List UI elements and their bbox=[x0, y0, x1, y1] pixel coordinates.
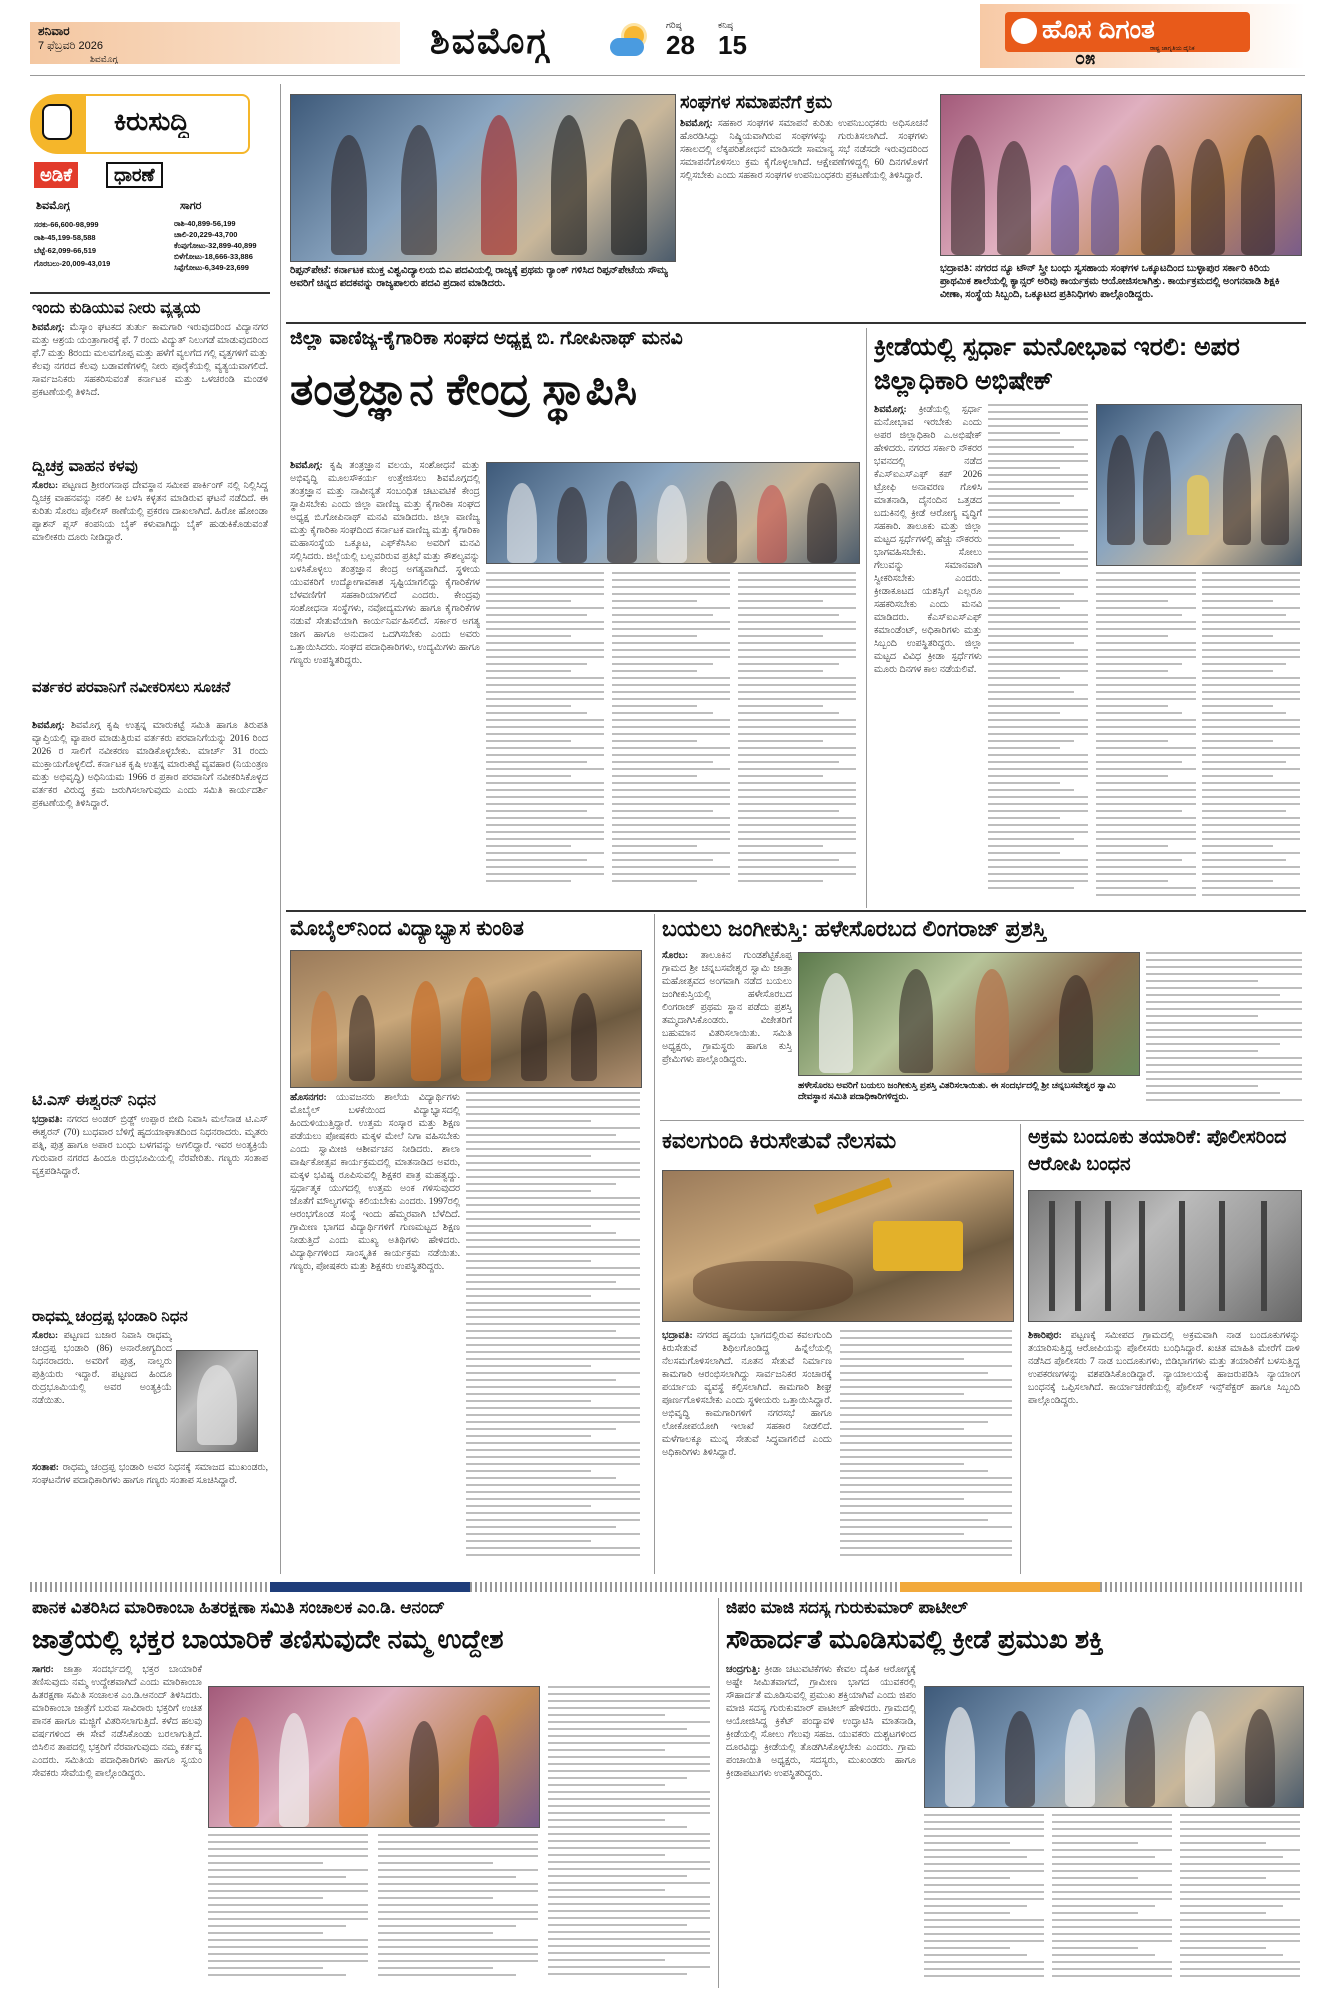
bridge-continuation bbox=[840, 1330, 1014, 1570]
brief-text: ಪಟ್ಟಣದ ಶ್ರೀರಂಗನಾಥ ದೇವಸ್ಥಾನ ಸಮೀಪ ಪಾರ್ಕಿಂಗ್ ನಲ್ಲಿ ನಿಲ್ಲಿಸಿದ್ದ ದ್ವಿಚಕ್ರ ವಾಹನವನ್ನು ನಕಲಿ ಕೀ ಬಳಸಿ ಕಳ್ಳತನ ಮಾಡಿರುವ ಘಟನೆ ನಡೆದಿದೆ. ಈ ಕುರಿತು ಸೊರಬ ಪೊಲೀಸ್ ಠಾಣೆಯಲ್ಲಿ ಪ್ರಕರಣ ದಾಖಲಾಗಿದೆ. ಹಿರೋ ಹೋಂಡಾ ಪ್ಯಾಶನ್ ಪ್ಲಸ್ ಕಂಪನಿಯ ಬೈಕ್ ಕಳುವಾಗಿದ್ದು ಬೈಕ್ ಹುಡುಕಿಕೊಡುವಂತೆ ಮಾಲೀಕರು ದೂರು ನೀಡಿದ್ದಾರೆ. bbox=[32, 481, 268, 543]
wrestling-text: ತಾಲೂಕಿನ ಗುಂಡಶೆಟ್ಟಿಕೊಪ್ಪ ಗ್ರಾಮದ ಶ್ರೀ ಚನ್ನಬಸವೇಶ್ವರ ಸ್ವಾಮಿ ಜಾತ್ರಾ ಮಹೋತ್ಸವದ ಅಂಗವಾಗಿ ನಡೆದ ಬಯಲು ಜಂಗೀಕುಸ್ತಿಯಲ್ಲಿ ಹಳೇಸೊರಬದ ಲಿಂಗರಾಜ್ ಪ್ರಥಮ ಸ್ಥಾನ ಪಡೆದು ಪ್ರಶಸ್ತಿ ತಮ್ಮದಾಗಿಸಿಕೊಂಡರು. ವಿಜೇತರಿಗೆ ಬಹುಮಾನ ವಿತರಿಸಲಾಯಿತು. ಸಮಿತಿ ಅಧ್ಯಕ್ಷರು, ಗ್ರಾಮಸ್ಥರು ಹಾಗೂ ಕುಸ್ತಿ ಪ್ರೇಮಿಗಳು ಪಾಲ್ಗೊಂಡಿದ್ದರು. bbox=[662, 951, 792, 1065]
kirusuddi-banner bbox=[30, 94, 250, 154]
brief-body bbox=[32, 480, 268, 673]
column-rule-mid bbox=[866, 328, 867, 908]
lead-continuation bbox=[486, 572, 858, 902]
page-number: ೦೫ bbox=[1075, 48, 1096, 68]
story-head: ಸಂಘಗಳ ಸಮಾಪನೆಗೆ ಕ್ರಮ bbox=[680, 92, 833, 112]
dateline: ಶಿಕಾರಿಪುರ: bbox=[1028, 1331, 1062, 1341]
dateline: ಹೊಸನಗರ: bbox=[290, 1093, 327, 1103]
column-rule-right bbox=[1020, 1124, 1021, 1574]
excavator-icon bbox=[873, 1221, 963, 1271]
max-temp-label: ಗರಿಷ್ಠ bbox=[666, 20, 682, 30]
bottom-left-body bbox=[32, 1664, 202, 1984]
lead-kicker: ಜಿಲ್ಲಾ ವಾಣಿಜ್ಯ-ಕೈಗಾರಿಕಾ ಸಂಘದ ಅಧ್ಯಕ್ಷ ಬಿ. ಗೋಪಿನಾಥ್ ಮನವಿ bbox=[290, 328, 683, 349]
dateline: ಸಂತಾಪ: bbox=[32, 1463, 59, 1473]
paper-tagline: ರಾಷ್ಟ್ರ ಜಾಗೃತಿಯ ದೈನಿಕ bbox=[1150, 46, 1195, 52]
paper-name: ಹೊಸ ದಿಗಂತ bbox=[1042, 14, 1155, 44]
brief-body bbox=[32, 322, 268, 452]
gun-icon bbox=[1261, 1201, 1267, 1311]
bottom-right-headline: ಸೌಹಾರ್ದತೆ ಮೂಡಿಸುವಲ್ಲಿ ಕ್ರೀಡೆ ಪ್ರಮುಖ ಶಕ್ತಿ bbox=[726, 1624, 1104, 1654]
bottom-right-kicker: ಜಿಪಂ ಮಾಜಿ ಸದಸ್ಯ ಗುರುಕುಮಾರ್ ಪಾಟೀಲ್ bbox=[726, 1598, 968, 1617]
mid-row-rule bbox=[286, 910, 1306, 912]
rate-row: ಸರಕು-66,600-98,999 bbox=[34, 220, 99, 229]
brief-text: ರಾಧಮ್ಮ ಚಂದ್ರಪ್ಪ ಭಂಡಾರಿ ಅವರ ನಿಧನಕ್ಕೆ ಸಮಾಜದ ಮುಖಂಡರು, ಸಂಘಟನೆಗಳ ಪದಾಧಿಕಾರಿಗಳು ಹಾಗೂ ಗಣ್ಯರು ಸಂತಾಪ ಸೂಚಿಸಿದ್ದಾರೆ. bbox=[32, 1463, 268, 1486]
bottom-left-continuation bbox=[208, 1834, 712, 1984]
gun-icon bbox=[1105, 1201, 1111, 1311]
wrestling-body bbox=[662, 950, 792, 1110]
lead-body bbox=[290, 460, 480, 900]
weather-icon bbox=[610, 26, 650, 62]
photo-caption: ರಿಪ್ಪನ್‌ಪೇಟೆ: ಕರ್ನಾಟಕ ಮುಕ್ತ ವಿಶ್ವವಿದ್ಯಾಲಯ ಬಿಎ ಪದವಿಯಲ್ಲಿ ರಾಜ್ಯಕ್ಕೆ ಪ್ರಥಮ ರ್‍ಯಾಂಕ್ ಗಳಿಸಿದ ರಿಪ್ಪನ್‌ಪೇಟೆಯ ಸೌಮ್ಯ ಅವರಿಗೆ ಚಿನ್ನದ ಪದಕವನ್ನು ರಾಜ್ಯಪಾಲರು ಪದವಿ ಪ್ರದಾನ ಮಾಡಿದರು. bbox=[290, 265, 668, 289]
rate-row: ಚಾಲಿ-20,229-43,700 bbox=[174, 230, 238, 239]
sports-continuation bbox=[1096, 572, 1300, 904]
gun-icon bbox=[1075, 1201, 1081, 1311]
story-body bbox=[680, 118, 928, 318]
dateline: ಸೊರಬ: bbox=[32, 1331, 59, 1341]
arecanut-col1: ಶಿವಮೊಗ್ಗ bbox=[36, 200, 71, 212]
dateline: ಭದ್ರಾವತಿ: bbox=[32, 1115, 63, 1125]
arecanut-list2 bbox=[174, 218, 274, 273]
masthead bbox=[30, 14, 1305, 70]
mobile-text: ಯುವಜನರು ಶಾಲೆಯ ವಿದ್ಯಾರ್ಥಿಗಳು ಮೊಬೈಲ್ ಬಳಕೆಯಿಂದ ವಿದ್ಯಾಭ್ಯಾಸದಲ್ಲಿ ಹಿಂದುಳಿಯುತ್ತಿದ್ದಾರೆ. ಉತ್ತಮ ಸಂಸ್ಕಾರ ಮತ್ತು ಶಿಕ್ಷಣ ಪಡೆಯಲು ಪೋಷಕರು ಮಕ್ಕಳ ಮೇಲೆ ನಿಗಾ ವಹಿಸಬೇಕು ಎಂದು ಸ್ವಾಮೀಜಿ ಆಶೀರ್ವಚನ ನೀಡಿದರು. ಶಾಲಾ ವಾರ್ಷಿಕೋತ್ಸವ ಕಾರ್ಯಕ್ರಮದಲ್ಲಿ ಮಾತನಾಡಿದ ಅವರು, ಮಕ್ಕಳ ಭವಿಷ್ಯ ರೂಪಿಸುವಲ್ಲಿ ಶಿಕ್ಷಕರ ಪಾತ್ರ ಮಹತ್ವದ್ದು. ಸ್ಪರ್ಧಾತ್ಮಕ ಯುಗದಲ್ಲಿ ಉತ್ತಮ ಅಂಕ ಗಳಿಸುವುದರ ಜೊತೆಗೆ ಮೌಲ್ಯಗಳನ್ನು ಕಲಿಯಬೇಕು ಎಂದರು. 1997ರಲ್ಲಿ ಆರಂಭಗೊಂಡ ಸಂಸ್ಥೆ ಇಂದು ಹೆಮ್ಮರವಾಗಿ ಬೆಳೆದಿದೆ. ಗ್ರಾಮೀಣ ಭಾಗದ ವಿದ್ಯಾರ್ಥಿಗಳಿಗೆ ಗುಣಮಟ್ಟದ ಶಿಕ್ಷಣ ನೀಡುತ್ತಿದೆ ಎಂದು ಮುಖ್ಯ ಅತಿಥಿಗಳು ಹೇಳಿದರು. ವಿದ್ಯಾರ್ಥಿಗಳಿಂದ ಸಾಂಸ್ಕೃತಿಕ ಕಾರ್ಯಕ್ರಮ ನಡೆಯಿತು. ಗಣ್ಯರು, ಪೋಷಕರು ಮತ್ತು ಶಿಕ್ಷಕರು ಉಪಸ್ಥಿತರಿದ್ದರು. bbox=[290, 1093, 460, 1272]
wrestling-photo bbox=[798, 952, 1140, 1076]
rate-row: ಸಿಪ್ಪೆಗೋಟು-6,349-23,699 bbox=[174, 263, 249, 272]
mobile-continuation bbox=[466, 1092, 646, 1572]
arecanut-col2: ಸಾಗರ bbox=[180, 200, 202, 212]
dateline: ಶಿವಮೊಗ್ಗ: bbox=[32, 323, 65, 333]
brief-text: ಮೆಸ್ಕಾಂ ಘಟಕದ ತುರ್ತು ಕಾಮಗಾರಿ ಇರುವುದರಿಂದ ವಿದ್ಯಾನಗರ ಮತ್ತು ಆಶ್ರಯ ಯಂತ್ರಾಗಾರಕ್ಕೆ ಫೆ. 7 ರಂದು ವಿದ್ಯುತ್ ನಿಲುಗಡೆ ಮಾಡುವುದರಿಂದ ಫೆ.7 ಮತ್ತು 8ರಂದು ಮಲವಗೊಪ್ಪ ಮತ್ತು ಹಳೆಗೆ ವ್ಯಲಗೆದ ಗಲ್ಲಿ ವೃತ್ತಗಳಿಗೆ ಮತ್ತು ಕೆಲವು ನಗರದ ಕೆಲವು ಬಡಾವಣೆಗಳಲ್ಲಿ ನೀರು ಪೂರೈಕೆಯಲ್ಲಿ ವ್ಯತ್ಯಯವಾಗಲಿದೆ. ಸಾರ್ವಜನಿಕರು ಸಹಕರಿಸುವಂತೆ ಕರ್ನಾಟಕ ಮತ್ತು ಒಳಚರಂಡಿ ಮಂಡಳಿ ಪ್ರಕಟಣೆಯಲ್ಲಿ ತಿಳಿಸಿದೆ. bbox=[32, 323, 268, 398]
bridge-body bbox=[662, 1330, 832, 1570]
rate-row: ರಾಶಿ-45,199-58,588 bbox=[34, 233, 96, 242]
min-temp: 15 bbox=[718, 30, 747, 60]
sports-body bbox=[874, 404, 982, 904]
masthead-place: ಶಿವಮೊಗ್ಗ bbox=[90, 54, 118, 64]
rate-row: ರಾಶಿ-40,899-56,199 bbox=[174, 219, 236, 228]
brief-body bbox=[32, 720, 268, 1090]
left-rule-1 bbox=[30, 292, 270, 294]
awareness-photo bbox=[940, 94, 1302, 256]
bottom-right-body bbox=[726, 1664, 916, 1984]
section-divider-accent bbox=[270, 1582, 470, 1592]
brief-body bbox=[32, 1462, 268, 1562]
column-rule-bottom bbox=[718, 1598, 719, 1988]
lotus-icon bbox=[1011, 18, 1037, 44]
police-body bbox=[1028, 1330, 1300, 1570]
photo-caption: ಹಳೇಸೊರಬ ಅವರಿಗೆ ಬಯಲು ಜಂಗೀಕುಸ್ತಿ ಪ್ರಶಸ್ತಿ ವಿತರಿಸಲಾಯಿತು. ಈ ಸಂದರ್ಭದಲ್ಲಿ ಶ್ರೀ ಚನ್ನಬಸವೇಶ್ವರ ಸ್ವಾಮಿ ದೇವಸ್ಥಾನ ಸಮಿತಿ ಪದಾಧಿಕಾರಿಗಳಿದ್ದರು. bbox=[798, 1080, 1116, 1101]
masthead-rule bbox=[30, 75, 1305, 76]
bridge-headline: ಕವಲಗುಂದಿ ಕಿರುಸೇತುವೆ ನೆಲಸಮ bbox=[662, 1128, 897, 1153]
arecanut-title-b: ಧಾರಣೆ bbox=[106, 162, 163, 188]
max-temp: 28 bbox=[666, 30, 695, 60]
rate-row: ಬಿಳೆಗೋಟು-18,666-33,886 bbox=[174, 252, 253, 261]
brief-body bbox=[32, 1330, 172, 1460]
gun-icon bbox=[1049, 1201, 1055, 1311]
bottom-right-text: ಕ್ರೀಡಾ ಚಟುವಟಿಕೆಗಳು ಕೇವಲ ದೈಹಿಕ ಆರೋಗ್ಯಕ್ಕೆ ಅಷ್ಟೇ ಸೀಮಿತವಾಗದೆ, ಗ್ರಾಮೀಣ ಭಾಗದ ಯುವಕರಲ್ಲಿ ಸೌಹಾರ್ದತೆ ಮೂಡಿಸುವಲ್ಲಿ ಪ್ರಮುಖ ಶಕ್ತಿಯಾಗಿವೆ ಎಂದು ಜಿಪಂ ಮಾಜಿ ಸದಸ್ಯ ಗುರುಕುಮಾರ್ ಪಾಟೀಲ್ ಹೇಳಿದರು. ಗ್ರಾಮದಲ್ಲಿ ಆಯೋಜಿಸಿದ್ದ ಕ್ರಿಕೆಟ್ ಪಂದ್ಯಾವಳಿ ಉದ್ಘಾಟಿಸಿ ಮಾತನಾಡಿ, ಕ್ರೀಡೆಯಲ್ಲಿ ಸೋಲು ಗೆಲುವು ಸಹಜ. ಯುವಕರು ದುಶ್ಚಟಗಳಿಂದ ದೂರವಿದ್ದು ಕ್ರೀಡೆಯಲ್ಲಿ ತೊಡಗಿಸಿಕೊಳ್ಳಬೇಕು ಎಂದರು. ಗ್ರಾಮ ಪಂಚಾಯಿತಿ ಅಧ್ಯಕ್ಷರು, ಸದಸ್ಯರು, ಮುಖಂಡರು ಹಾಗೂ ಕ್ರೀಡಾಪಟುಗಳು ಉಪಸ್ಥಿತರಿದ್ದರು. bbox=[726, 1665, 916, 1779]
convocation-photo bbox=[290, 94, 676, 262]
arecanut-list1 bbox=[34, 218, 154, 270]
cloud-icon bbox=[610, 38, 644, 56]
dateline: ಚಂದ್ರಗುತ್ತಿ: bbox=[726, 1665, 761, 1675]
photo-caption: ಭದ್ರಾವತಿ: ನಗರದ ನ್ಯೂ ಟೌನ್ ಸ್ತ್ರೀ ಬಂಧು ಸ್ವಸಹಾಯ ಸಂಘಗಳ ಒಕ್ಕೂಟದಿಂದ ಬುಳ್ಳಾಪುರ ಸರ್ಕಾರಿ ಕಿರಿಯ ಪ್ರಾಥಮಿಕ ಶಾಲೆಯಲ್ಲಿ ಕ್ಯಾನ್ಸರ್ ಅರಿವು ಕಾರ್ಯಕ್ರಮ ಆಯೋಜಿಸಲಾಗಿತ್ತು. ಕಾರ್ಯಕ್ರಮದಲ್ಲಿ ಅಂಗನವಾಡಿ ಶಿಕ್ಷಕಿ ವೀಣಾ, ಸಂಸ್ಥೆಯ ಸಿಬ್ಬಂದಿ, ಒಕ್ಕೂಟದ ಪ್ರತಿನಿಧಿಗಳು ಪಾಲ್ಗೊಂಡಿದ್ದರು. bbox=[940, 263, 1280, 300]
city-title: ಶಿವಮೊಗ್ಗ bbox=[430, 20, 550, 62]
masthead-date: 7 ಫೆಬ್ರವರಿ 2026 bbox=[38, 40, 103, 52]
rate-row: ಬೆಟ್ಟೆ-62,099-66,519 bbox=[34, 246, 97, 255]
dateline: ಶಿವಮೊಗ್ಗ: bbox=[680, 119, 713, 129]
gun-icon bbox=[1139, 1201, 1145, 1311]
bottom-right-continuation bbox=[924, 1814, 1302, 1984]
wrestling-continuation bbox=[1146, 952, 1302, 1110]
lead-headline: ತಂತ್ರಜ್ಞಾನ ಕೇಂದ್ರ ಸ್ಥಾಪಿಸಿ bbox=[290, 365, 638, 414]
brief-head: ಟಿ.ಎಸ್ ಈಶ್ವರನ್ ನಿಧನ bbox=[32, 1092, 156, 1109]
trophy-icon bbox=[1187, 475, 1209, 535]
wrestling-headline: ಬಯಲು ಜಂಗೀಕುಸ್ತಿ: ಹಳೇಸೊರಬದ ಲಿಂಗರಾಜ್ ಪ್ರಶಸ್ತಿ bbox=[662, 916, 1047, 941]
brief-text: ಪಟ್ಟಣದ ಬಜಾರ ನಿವಾಸಿ ರಾಧಮ್ಮ ಚಂದ್ರಪ್ಪ ಭಂಡಾರಿ (86) ಅನಾರೋಗ್ಯದಿಂದ ನಿಧನರಾದರು. ಅವರಿಗೆ ಪುತ್ರ, ನಾಲ್ವರು ಪುತ್ರಿಯರು ಇದ್ದಾರೆ. ಪಟ್ಟಣದ ಹಿಂದೂ ರುದ್ರಭೂಮಿಯಲ್ಲಿ ಅವರ ಅಂತ್ಯಕ್ರಿಯೆ ನಡೆಯಿತು. bbox=[32, 1331, 172, 1406]
brief-head: ಇಂದು ಕುಡಿಯುವ ನೀರು ವ್ಯತ್ಯಯ bbox=[32, 300, 201, 317]
dateline: ಶಿವಮೊಗ್ಗ: bbox=[290, 461, 323, 471]
column-rule-left bbox=[280, 84, 281, 1574]
brief-head: ರಾಧಮ್ಮ ಚಂದ್ರಪ್ಪ ಭಂಡಾರಿ ನಿಧನ bbox=[32, 1308, 188, 1325]
finger-icon bbox=[42, 104, 72, 140]
gun-icon bbox=[1219, 1201, 1225, 1311]
rate-row: ಕೆಂಪುಗೋಟು-32,899-40,899 bbox=[174, 241, 257, 250]
bottom-left-text: ಜಾತ್ರಾ ಸಂದರ್ಭದಲ್ಲಿ ಭಕ್ತರ ಬಾಯಾರಿಕೆ ತಣಿಸುವುದು ನಮ್ಮ ಉದ್ದೇಶವಾಗಿದೆ ಎಂದು ಮಾರಿಕಾಂಬಾ ಹಿತರಕ್ಷಣಾ ಸಮಿತಿ ಸಂಚಾಲಕ ಎಂ.ಡಿ.ಆನಂದ್ ತಿಳಿಸಿದರು. ಮಾರಿಕಾಂಬಾ ಜಾತ್ರೆಗೆ ಬರುವ ಸಾವಿರಾರು ಭಕ್ತರಿಗೆ ಉಚಿತ ಪಾನಕ ಹಾಗೂ ಮಜ್ಜಿಗೆ ವಿತರಿಸಲಾಗುತ್ತಿದೆ. ಕಳೆದ ಹಲವು ವರ್ಷಗಳಿಂದ ಈ ಸೇವೆ ನಡೆಸಿಕೊಂಡು ಬರಲಾಗುತ್ತಿದೆ. ಬಿಸಿಲಿನ ತಾಪದಲ್ಲಿ ಭಕ್ತರಿಗೆ ನೆರವಾಗುವುದು ನಮ್ಮ ಕರ್ತವ್ಯ ಎಂದರು. ಸಮಿತಿಯ ಪದಾಧಿಕಾರಿಗಳು ಹಾಗೂ ಸ್ವಯಂ ಸೇವಕರು ಸೇವೆಯಲ್ಲಿ ಪಾಲ್ಗೊಂಡಿದ್ದರು. bbox=[32, 1665, 202, 1779]
dateline: ಸೊರಬ: bbox=[662, 951, 689, 961]
arecanut-title-a: ಅಡಿಕೆ bbox=[34, 162, 78, 188]
mobile-body bbox=[290, 1092, 460, 1572]
rate-row: ಗೊರಬಲು-20,009-43,019 bbox=[34, 259, 111, 268]
bridge-photo bbox=[662, 1170, 1014, 1322]
story-text: ಸಹಕಾರ ಸಂಘಗಳ ಸಮಾಪನೆ ಕುರಿತು ಉಪನಿಬಂಧಕರು ಅಧಿಸೂಚನೆ ಹೊರಡಿಸಿದ್ದು ನಿಷ್ಕ್ರಿಯವಾಗಿರುವ ಸಂಘಗಳನ್ನು ಗುರುತಿಸಲಾಗಿದೆ. ಸಂಘಗಳು ಸಕಾಲದಲ್ಲಿ ಲೆಕ್ಕಪರಿಶೋಧನೆ ಮಾಡಿಸದೇ ಸಾಮಾನ್ಯ ಸಭೆ ನಡೆಸದೇ ಇರುವುದರಿಂದ ಸಮಾಪನೆಗೊಳಿಸಲು ಕ್ರಮ ಕೈಗೊಳ್ಳಲಾಗಿದೆ. ಆಕ್ಷೇಪಣೆಗಳಿದ್ದಲ್ಲಿ 60 ದಿನಗಳೊಳಗೆ ಸಲ್ಲಿಸಬೇಕು ಎಂದು ಸಹಕಾರ ಸಂಘಗಳ ಉಪನಿಬಂಧಕರು ಪ್ರಕಟಣೆಯಲ್ಲಿ ತಿಳಿಸಿದ್ದಾರೆ. bbox=[680, 119, 928, 181]
brief-text: ನಗರದ ಅಂಡರ್ ಬ್ರಿಡ್ಜ್ ಉಪ್ಪಾರ ಬೀದಿ ನಿವಾಸಿ ಮಲೆನಾಡ ಟಿ.ಎಸ್ ಈಶ್ವರನ್ (70) ಬುಧವಾರ ಬೆಳಿಗ್ಗೆ ಹೃದಯಾಘಾತದಿಂದ ನಿಧನರಾದರು. ಮೃತರು ಪತ್ನಿ, ಪುತ್ರ ಹಾಗೂ ಅಪಾರ ಬಂಧು ಬಳಗವನ್ನು ಅಗಲಿದ್ದಾರೆ. ಇವರ ಅಂತ್ಯಕ್ರಿಯೆ ಗುರುವಾರ ನಗರದ ಹಿಂದೂ ರುದ್ರಭೂಮಿಯಲ್ಲಿ ನೆರವೇರಿತು. ಗಣ್ಯರು ಸಂತಾಪ ವ್ಯಕ್ತಪಡಿಸಿದ್ದಾರೆ. bbox=[32, 1115, 268, 1177]
brief-head: ವರ್ತಕರ ಪರವಾನಿಗೆ ನವೀಕರಿಸಲು ಸೂಚನೆ bbox=[32, 679, 231, 696]
dateline: ಶಿವಮೊಗ್ಗ: bbox=[32, 721, 65, 731]
column-rule-mid2 bbox=[654, 914, 655, 1574]
brief-body bbox=[32, 1114, 268, 1304]
police-headline: ಅಕ್ರಮ ಬಂದೂಕು ತಯಾರಿಕೆ: ಪೊಲೀಸರಿಂದ ಆರೋಪಿ ಬಂಧನ bbox=[1028, 1127, 1287, 1175]
brief-head: ದ್ವಿಚಕ್ರ ವಾಹನ ಕಳವು bbox=[32, 458, 138, 475]
seized-guns-photo bbox=[1028, 1190, 1302, 1322]
gun-icon bbox=[1179, 1201, 1185, 1311]
pit-shadow bbox=[693, 1261, 853, 1311]
sports-continuation bbox=[988, 404, 1090, 904]
dateline: ಭದ್ರಾವತಿ: bbox=[662, 1331, 693, 1341]
section-divider bbox=[30, 1582, 1305, 1592]
sports-headline: ಕ್ರೀಡೆಯಲ್ಲಿ ಸ್ಪರ್ಧಾ ಮನೋಭಾವ ಇರಲಿ: ಅಪರ ಜಿಲ್ಲಾಧಿಕಾರಿ ಅಭಿಷೇಕ್ bbox=[874, 333, 1240, 395]
lead-text: ಕೃಷಿ ತಂತ್ರಜ್ಞಾನ ವಲಯ, ಸಂಶೋಧನೆ ಮತ್ತು ಅಭಿವೃದ್ಧಿ ಮೂಲಸೌಕರ್ಯ ಉತ್ತೇಜಿಸಲು ಶಿವಮೊಗ್ಗದಲ್ಲಿ ತಂತ್ರಜ್ಞಾನ ಮತ್ತು ನಾವೀನ್ಯತೆ ಸಂಬಂಧಿತ ಚಟುವಟಿಕೆ ಕೇಂದ್ರ ಸ್ಥಾಪಿಸಬೇಕು ಎಂದು ಜಿಲ್ಲಾ ವಾಣಿಜ್ಯ ಮತ್ತು ಕೈಗಾರಿಕಾ ಸಂಘದ ಅಧ್ಯಕ್ಷ ಬಿ.ಗೋಪಿನಾಥ್ ಮನವಿ ಮಾಡಿದರು. ಜಿಲ್ಲಾ ವಾಣಿಜ್ಯ ಮತ್ತು ಕೈಗಾರಿಕಾ ಸಂಘದಿಂದ ಕರ್ನಾಟಕ ವಾಣಿಜ್ಯ ಮತ್ತು ಕೈಗಾರಿಕಾ ಮಹಾಸಂಸ್ಥೆಯ ಒಕ್ಕೂಟ, ಎಫ್‌ಕೆಸಿಸಿಐ ಅವರಿಗೆ ಮನವಿ ಸಲ್ಲಿಸಿದರು. ಜಿಲ್ಲೆಯಲ್ಲಿ ಬಲ್ಲವರಿರುವ ಪ್ರತಿಭೆ ಮತ್ತು ಕೌಶಲ್ಯವನ್ನು ಬಳಸಿಕೊಳ್ಳಲು ತಂತ್ರಜ್ಞಾನ ಕೇಂದ್ರ ಅಗತ್ಯವಾಗಿದೆ. ಸ್ಥಳೀಯ ಯುವಕರಿಗೆ ಉದ್ಯೋಗಾವಕಾಶ ಸೃಷ್ಟಿಯಾಗಲಿದ್ದು ಕೈಗಾರಿಕೆಗಳ ಬೆಳವಣಿಗೆಗೆ ಸಹಕಾರಿಯಾಗಲಿದೆ ಎಂದರು. ಕೇಂದ್ರವು ಸಂಶೋಧನಾ ಸಂಸ್ಥೆಗಳು, ನವೋದ್ಯಮಗಳು ಹಾಗೂ ಕೈಗಾರಿಕೆಗಳ ನಡುವೆ ಸೇತುವೆಯಾಗಿ ಕಾರ್ಯನಿರ್ವಹಿಸಲಿದೆ. ಸರ್ಕಾರ ಅಗತ್ಯ ಜಾಗ ಹಾಗೂ ಅನುದಾನ ಒದಗಿಸಬೇಕು ಎಂದು ಅವರು ಒತ್ತಾಯಿಸಿದರು. ಸಂಘದ ಪದಾಧಿಕಾರಿಗಳು, ಉದ್ಯಮಿಗಳು ಹಾಗೂ ಗಣ್ಯರು ಉಪಸ್ಥಿತರಿದ್ದರು. bbox=[290, 461, 480, 666]
paanaka-photo bbox=[208, 1686, 540, 1828]
section-divider-accent bbox=[900, 1582, 1100, 1592]
arecanut-rates bbox=[30, 162, 270, 286]
bottom-left-kicker: ಪಾನಕ ವಿತರಿಸಿದ ಮಾರಿಕಾಂಬಾ ಹಿತರಕ್ಷಣಾ ಸಮಿತಿ ಸಂಚಾಲಕ ಎಂ.ಡಿ. ಆನಂದ್ bbox=[32, 1598, 445, 1617]
dateline: ಸೊರಬ: bbox=[32, 481, 59, 491]
brief-text: ಶಿವಮೊಗ್ಗ ಕೃಷಿ ಉತ್ಪನ್ನ ಮಾರುಕಟ್ಟೆ ಸಮಿತಿ ಹಾಗೂ ತಿರುಪತಿ ವ್ಯಾಪ್ತಿಯಲ್ಲಿ ವ್ಯಾಪಾರ ಮಾಡುತ್ತಿರುವ ವರ್ತಕರು ಪರವಾನಿಗೆಯನ್ನು 2016 ರಿಂದ 2026 ರ ಸಾಲಿಗೆ ನವೀಕರಣ ಮಾಡಿಕೊಳ್ಳಬೇಕು. ಮಾರ್ಚ್ 31 ರಂದು ಮುಕ್ತಾಯಗೊಳ್ಳಲಿದೆ. ಕರ್ನಾಟಕ ಕೃಷಿ ಉತ್ಪನ್ನ ಮಾರುಕಟ್ಟೆ ವ್ಯವಹಾರ (ನಿಯಂತ್ರಣ ಮತ್ತು ಅಭಿವೃದ್ಧಿ) ಅಧಿನಿಯಮ 1966 ರ ಪ್ರಕಾರ ಪರವಾನಿಗೆ ನವೀಕರಿಸಿಕೊಳ್ಳದ ವರ್ತಕರ ವಿರುದ್ಧ ಕ್ರಮ ಜರುಗಿಸಲಾಗುವುದು ಎಂದು ಸಮಿತಿ ಕಾರ್ಯದರ್ಶಿ ಪ್ರಕಟಣೆಯಲ್ಲಿ ತಿಳಿಸಿದ್ದಾರೆ. bbox=[32, 721, 268, 809]
mobile-headline: ಮೊಬೈಲ್‌ನಿಂದ ವಿದ್ಯಾಭ್ಯಾಸ ಕುಂಠಿತ bbox=[290, 917, 524, 940]
police-text: ಪಟ್ಟಣಕ್ಕೆ ಸಮೀಪದ ಗ್ರಾಮದಲ್ಲಿ ಅಕ್ರಮವಾಗಿ ನಾಡ ಬಂದೂಕುಗಳನ್ನು ತಯಾರಿಸುತ್ತಿದ್ದ ಆರೋಪಿಯನ್ನು ಪೊಲೀಸರು ಬಂಧಿಸಿದ್ದಾರೆ. ಖಚಿತ ಮಾಹಿತಿ ಮೇರೆಗೆ ದಾಳಿ ನಡೆಸಿದ ಪೊಲೀಸರು 7 ನಾಡ ಬಂದೂಕುಗಳು, ಬಿಡಿಭಾಗಗಳು ಮತ್ತು ತಯಾರಿಕೆಗೆ ಬಳಸುತ್ತಿದ್ದ ಉಪಕರಣಗಳನ್ನು ವಶಪಡಿಸಿಕೊಂಡಿದ್ದಾರೆ. ನ್ಯಾಯಾಲಯಕ್ಕೆ ಹಾಜರುಪಡಿಸಿ ನ್ಯಾಯಾಂಗ ಬಂಧನಕ್ಕೆ ಒಪ್ಪಿಸಲಾಗಿದೆ. ಕಾರ್ಯಾಚರಣೆಯಲ್ಲಿ ಪೊಲೀಸ್ ಇನ್ಸ್‌ಪೆಕ್ಟರ್ ಹಾಗೂ ಸಿಬ್ಬಂದಿ ಪಾಲ್ಗೊಂಡಿದ್ದರು. bbox=[1028, 1331, 1300, 1406]
excavator-arm bbox=[814, 1178, 893, 1215]
dateline: ಶಿವಮೊಗ್ಗ: bbox=[874, 405, 907, 415]
wrestling-rule bbox=[660, 1120, 1304, 1121]
lead-photo bbox=[486, 462, 860, 564]
kirusuddi-title: ಕಿರುಸುದ್ದಿ bbox=[114, 106, 190, 136]
bridge-text: ನಗರದ ಹೃದಯ ಭಾಗದಲ್ಲಿರುವ ಕವಲಗುಂದಿ ಕಿರುಸೇತುವೆ ಶಿಥಿಲಗೊಂಡಿದ್ದ ಹಿನ್ನೆಲೆಯಲ್ಲಿ ನೆಲಸಮಗೊಳಿಸಲಾಗಿದೆ. ನೂತನ ಸೇತುವೆ ನಿರ್ಮಾಣ ಕಾಮಗಾರಿ ಆರಂಭಿಸಲಾಗಿದ್ದು ಸಾರ್ವಜನಿಕರ ಸಂಚಾರಕ್ಕೆ ಪರ್ಯಾಯ ವ್ಯವಸ್ಥೆ ಕಲ್ಪಿಸಲಾಗಿದೆ. ಕಾಮಗಾರಿ ಶೀಘ್ರ ಪೂರ್ಣಗೊಳಿಸಬೇಕು ಎಂದು ಸ್ಥಳೀಯರು ಒತ್ತಾಯಿಸಿದ್ದಾರೆ. ಅಭಿವೃದ್ಧಿ ಕಾಮಗಾರಿಗಳಿಗೆ ನಗರಸಭೆ ಹಾಗೂ ಲೋಕೋಪಯೋಗಿ ಇಲಾಖೆ ಸಹಕಾರ ನೀಡಲಿದೆ. ಮಳೆಗಾಲಕ್ಕೂ ಮುನ್ನ ಸೇತುವೆ ಸಿದ್ಧವಾಗಲಿದೆ ಎಂದು ಅಧಿಕಾರಿಗಳು ತಿಳಿಸಿದ್ದಾರೆ. bbox=[662, 1331, 832, 1458]
bottom-left-headline: ಜಾತ್ರೆಯಲ್ಲಿ ಭಕ್ತರ ಬಾಯಾರಿಕೆ ತಣಿಸುವುದೇ ನಮ್ಮ ಉದ್ದೇಶ bbox=[32, 1624, 504, 1654]
top-row-rule bbox=[286, 322, 1306, 324]
cricket-photo bbox=[924, 1686, 1304, 1808]
min-temp-label: ಕನಿಷ್ಠ bbox=[718, 20, 734, 30]
obituary-photo bbox=[176, 1350, 258, 1452]
masthead-day: ಶನಿವಾರ bbox=[38, 24, 70, 38]
sports-text: ಕ್ರೀಡೆಯಲ್ಲಿ ಸ್ಪರ್ಧಾ ಮನೋಭಾವ ಇರಬೇಕು ಎಂದು ಅಪರ ಜಿಲ್ಲಾಧಿಕಾರಿ ಎ.ಅಭಿಷೇಕ್ ಹೇಳಿದರು. ನಗರದ ಸರ್ಕಾರಿ ನೌಕರರ ಭವನದಲ್ಲಿ ನಡೆದ ಕೆಎಸ್‌ಐಎಸ್‌ಎಫ್ ಕಪ್ 2026 ಟ್ರೋಫಿ ಅನಾವರಣ ಗೊಳಿಸಿ ಮಾತನಾಡಿ, ದೈನಂದಿನ ಒತ್ತಡದ ಬದುಕಿನಲ್ಲಿ ಕ್ರೀಡೆ ಆರೋಗ್ಯ ವೃದ್ಧಿಗೆ ಸಹಕಾರಿ. ತಾಲೂಕು ಮತ್ತು ಜಿಲ್ಲಾ ಮಟ್ಟದ ಸ್ಪರ್ಧೆಗಳಲ್ಲಿ ಹೆಚ್ಚು ನೌಕರರು ಭಾಗವಹಿಸಬೇಕು. ಸೋಲು ಗೆಲುವನ್ನು ಸಮಾನವಾಗಿ ಸ್ವೀಕರಿಸಬೇಕು ಎಂದರು. ಕ್ರೀಡಾಕೂಟದ ಯಶಸ್ಸಿಗೆ ಎಲ್ಲರೂ ಸಹಕರಿಸಬೇಕು ಎಂದು ಮನವಿ ಮಾಡಿದರು. ಕೆಎಸ್‌ಐಎಸ್‌ಎಫ್ ಕಮಾಂಡೆಂಟ್, ಅಧಿಕಾರಿಗಳು ಮತ್ತು ಸಿಬ್ಬಂದಿ ಉಪಸ್ಥಿತರಿದ್ದರು. ಜಿಲ್ಲಾ ಮಟ್ಟದ ವಿವಿಧ ಕ್ರೀಡಾ ಸ್ಪರ್ಧೆಗಳು ಮೂರು ದಿನಗಳ ಕಾಲ ನಡೆಯಲಿವೆ. bbox=[874, 405, 982, 675]
dateline: ಸಾಗರ: bbox=[32, 1665, 54, 1675]
trophy-photo bbox=[1096, 404, 1302, 566]
school-event-photo bbox=[290, 950, 642, 1088]
